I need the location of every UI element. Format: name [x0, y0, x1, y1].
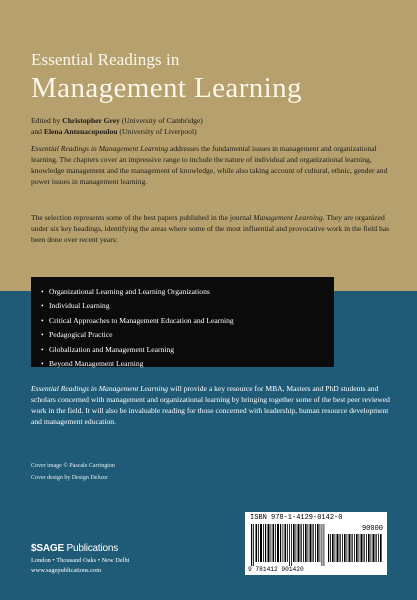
publisher-cities: London • Thousand Oaks • New Delhi: [31, 557, 130, 564]
publisher-url: www.sagepublications.com: [31, 567, 102, 574]
closing-paragraph: [31, 383, 391, 427]
editor-name: Christopher Grey: [62, 116, 120, 125]
cover-image-credit: Cover image © Pascale Carrington: [31, 463, 115, 469]
heading-item: [41, 343, 334, 357]
publications-wordmark: Publications: [63, 543, 119, 554]
bullet-icon: •: [41, 315, 44, 325]
heading-label: Beyond Management Learning: [49, 359, 144, 369]
heading-item: [41, 328, 334, 342]
book-title-italic: Essential Readings in Management Learning: [31, 144, 169, 153]
heading-label: Critical Approaches to Management Education and Learning: [49, 315, 234, 325]
heading-label: Individual Learning: [49, 301, 110, 311]
editor-prefix: Edited by: [31, 116, 63, 125]
journal-title-italic: Management Learning.: [253, 213, 325, 222]
ean-digits: 9 781412 901420: [248, 566, 304, 573]
paragraph-text: will provide a key resource for MBA, Masters and PhD students and scholars concerned with management and organizational learning by bringing together some of the best peer reviewed work in the field. It will also be invaluable reading for those concerned with leadership, human resource development and management education.: [31, 384, 390, 426]
cover-design-credit: Cover design by Design Deluxe: [31, 475, 108, 481]
heading-item: [41, 357, 334, 371]
sage-wordmark: SAGE: [36, 543, 64, 554]
paragraph-text: The selection represents some of the best papers published in the journal: [31, 213, 254, 222]
heading-item: [41, 314, 334, 328]
book-title-line2: Management Learning: [31, 72, 302, 104]
sage-publications-logo: [31, 543, 118, 554]
editors-credit: [31, 115, 401, 137]
bullet-icon: •: [41, 344, 44, 354]
bullet-icon: •: [41, 359, 44, 369]
price-code: 90000: [361, 525, 383, 533]
heading-label: Pedagogical Practice: [49, 330, 113, 340]
editor-name: Elena Antonacopoulou: [43, 127, 118, 136]
editor-affiliation: (University of Cambridge): [119, 116, 203, 125]
book-title-italic: Essential Readings in Management Learning: [31, 384, 169, 393]
isbn-barcode: [245, 512, 387, 575]
paragraph-text: They are organized under six key headings, identifying the areas where some of the most influential and provocative work in the field has been done over recent years:: [31, 213, 390, 244]
bullet-icon: •: [41, 287, 44, 296]
heading-item: [41, 285, 334, 299]
editor-prefix: and: [31, 127, 44, 136]
heading-label: Organizational Learning and Learning Organizations: [49, 287, 210, 296]
bullet-icon: •: [41, 301, 44, 311]
sage-symbol: $: [31, 543, 37, 554]
heading-label: Globalization and Management Learning: [49, 344, 175, 354]
isbn-number: ISBN 978-1-4129-0142-0: [250, 514, 343, 522]
selection-paragraph: [31, 212, 396, 245]
key-headings-list: [31, 277, 334, 371]
description-paragraph: [31, 143, 396, 187]
book-title-line1: Essential Readings in: [31, 50, 180, 69]
bullet-icon: •: [41, 330, 44, 340]
key-headings-box: [31, 277, 334, 367]
heading-item: [41, 299, 334, 313]
editor-affiliation: (University of Liverpool): [117, 127, 197, 136]
paragraph-text: addresses the fundamental issues in management and organizational learning. The chapters cover an impressive range to include the nature of individual and organizational learning, knowledge management and the management of knowledge, while also taking account of cultural, ethnic, gender and power issues in management learning.: [31, 144, 388, 186]
